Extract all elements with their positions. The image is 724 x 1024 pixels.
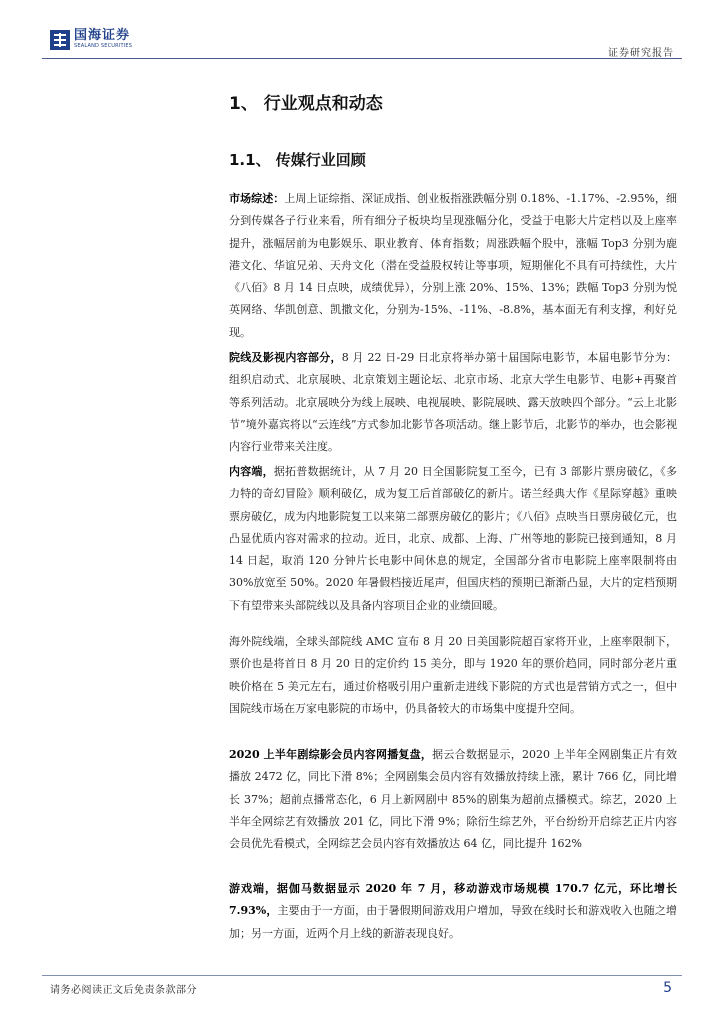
paragraph-lead: 游戏端，据伽马数据显示 2020 年 7 月，移动游戏市场规模 170.7 亿元，环比增长 7.93%， [229, 882, 677, 918]
section-heading: 1、 行业观点和动态 [229, 94, 383, 114]
document-type: 证券研究报告 [608, 48, 674, 59]
paragraph-lead: 内容端， [229, 465, 274, 478]
footer-divider [42, 975, 682, 976]
paragraph-body: 上周上证综指、深证成指、创业板指涨跌幅分别 0.18%、-1.17%、-2.95%，细分到传媒各子行业来看，所有细分子板块均呈现涨幅分化，受益于电影大片定档以及上座率提升，涨幅居前为电影娱乐、职业教育、体育指数；周涨跌幅个股中，涨幅 Top3 分别为鹿港文化、华谊兄弟、天舟文化（潜在受益股权转让等事项，短期催化不具有可持续性，大片《八佰》8 月 14 日点映，成绩优异），分别上涨 20%、15%、13%；跌幅 Top3 分别为悦英网络、华凯创意、凯撒文化，分别为-15%、-11%、-8.8%，基本面无有利支撑，利好兑现。 [229, 192, 678, 339]
paragraph-lead: 院线及影视内容部分， [229, 351, 342, 364]
paragraph-lead: 市场综述： [229, 192, 285, 205]
paragraph-body: 海外院线端，全球头部院线 AMC 宣布 8 月 20 日美国影院超百家将开业，上座率限制下，票价也是将首日 8 月 20 日的定价约 15 美分，即与 1920 年的票价趋同，同时部分老片重映价格在 5 美元左右，通过价格吸引用户重新走进线下影院的方式也是营销方式之一，但中国院线市场在万家电影院的市场中，仍具备较大的市场集中度提升空间。 [229, 635, 677, 715]
brand-name-cn: 国海证券 [74, 28, 131, 43]
footer-disclaimer: 请务必阅读正文后免责条款部分 [50, 985, 197, 996]
page-number: 5 [663, 980, 672, 996]
paragraph-cinema-film [229, 347, 677, 458]
paragraph-body: 据云合数据显示，2020 上半年全网剧集正片有效播放 2472 亿，同比下滑 8%；全网剧集会员内容有效播放持续上涨，累计 766 亿，同比增长 37%；超前点播常态化，6 月上新网剧中 85%的剧集为超前点播模式。综艺，2020 上半年全网综艺有效播放 201 亿，同比下滑 9%；除衍生综艺外，平台纷纷开启综艺正片内容会员优先看模式，全网综艺会员内容有效播放达 64 亿，同比提升 162% [229, 748, 677, 851]
paragraph-lead: 2020 上半年剧综影会员内容网播复盘， [229, 748, 433, 761]
paragraph-body: 据拓普数据统计，从 7 月 20 日全国影院复工至今，已有 3 部影片票房破亿，《多力特的奇幻冒险》顺利破亿，成为复工后首部破亿的新片。诺兰经典大作《星际穿越》重映票房破亿，成为内地影院复工以来第二部票房破亿的影片；《八佰》点映当日票房破亿元，也凸显优质内容对需求的拉动。近日，北京、成都、上海、广州等地的影院已接到通知，8 月 14 日起，取消 120 分钟片长电影中间休息的规定，全国部分省市电影院上座率限制将由 30%放宽至 50%。2020 年暑假档接近尾声，但国庆档的预期已渐渐凸显，大片的定档预期下有望带来头部院线以及具备内容项目企业的业绩回暖。 [229, 465, 677, 612]
paragraph-streaming-review [229, 744, 677, 855]
subsection-heading: 1.1、 传媒行业回顾 [229, 151, 366, 169]
paragraph-market-summary [229, 188, 677, 344]
paragraph-gaming [229, 878, 677, 945]
sealand-logo-icon [50, 30, 70, 50]
brand-name-en: SEALAND SECURITIES [74, 43, 133, 49]
paragraph-body: 8 月 22 日-29 日北京将举办第十届国际电影节，本届电影节分为：组织启动式、北京展映、北京策划主题论坛、北京市场、北京大学生电影节、电影+再聚首等系列活动。北京展映分为线上展映、电视展映、影院展映、露天放映四个部分。“云上北影节”境外嘉宾将以“云连线”方式参加北影节各项活动。继上影节后，北影节的举办，也会影视内容行业带来关注度。 [229, 351, 677, 454]
sealand-logo [50, 29, 132, 50]
paragraph-body: 主要由于一方面，由于暑假期间游戏用户增加，导致在线时长和游戏收入也随之增加；另一方面，近两个月上线的新游表现良好。 [229, 904, 677, 940]
paragraph-content-side [229, 461, 677, 617]
paragraph-overseas-cinema [229, 631, 677, 720]
page-header [0, 0, 724, 62]
header-divider [42, 58, 682, 59]
